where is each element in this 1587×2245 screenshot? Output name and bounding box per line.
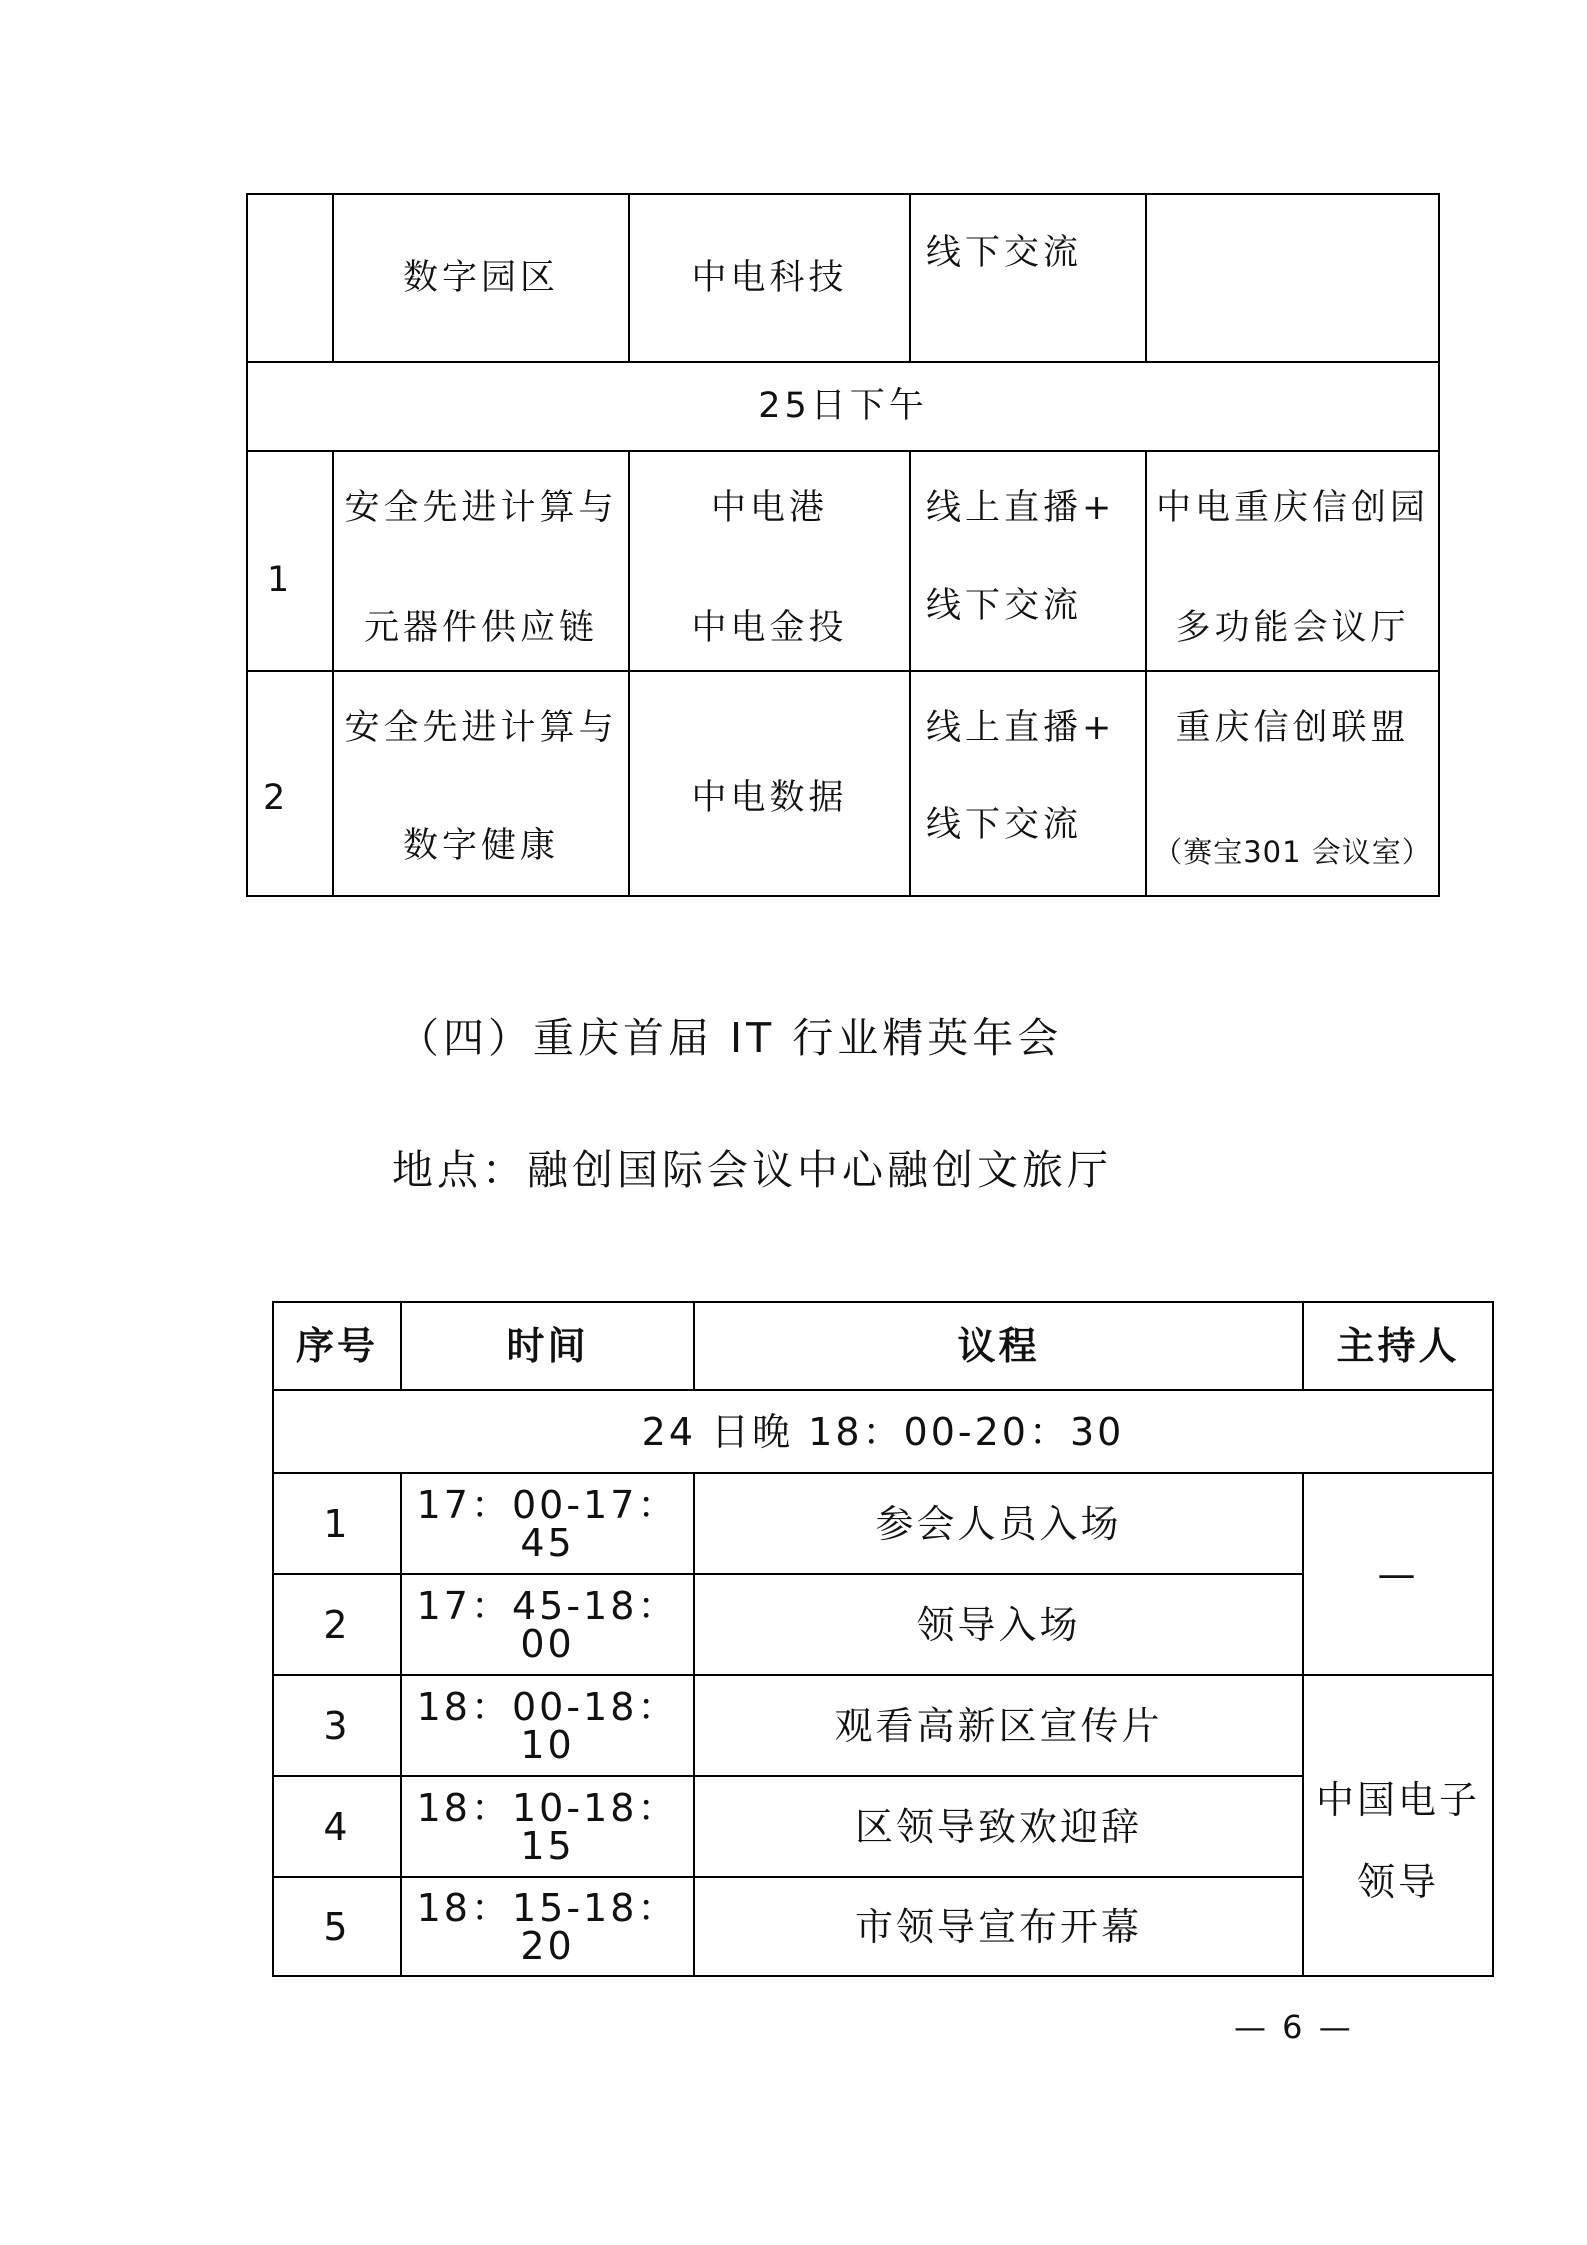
table1-mode-line1: 线上直播+ — [926, 488, 1116, 528]
page-number: — 6 — — [1234, 2008, 1354, 2046]
table1-venue-line2: 多功能会议厅 — [1175, 608, 1410, 648]
header-time: 时间 — [506, 1324, 589, 1368]
agenda-row-item: 观看高新区宣传片 — [834, 1703, 1163, 1748]
agenda-row-time: 17：00-17：45 — [416, 1482, 679, 1565]
table1-topic-line1: 安全先进计算与 — [344, 488, 618, 528]
table1-mode-line1: 线上直播+ — [926, 708, 1116, 748]
table1-mode-line2: 线下交流 — [926, 586, 1083, 626]
table1-row-number: 2 — [263, 778, 290, 818]
agenda-row-time: 18：10-18：15 — [416, 1785, 679, 1868]
table1-org-line1: 中电港 — [710, 488, 828, 528]
agenda-row-number: 5 — [323, 1904, 351, 1949]
table1-mode-line2: 线下交流 — [926, 805, 1083, 845]
table1-section-label: 25日下午 — [758, 386, 928, 426]
table1-topic-line2: 元器件供应链 — [363, 608, 598, 648]
section-location: 地点：融创国际会议中心融创文旅厅 — [392, 1146, 1112, 1194]
session-label: 24 日晚 18：00-20：30 — [641, 1409, 1125, 1454]
table1-org-line2: 中电金投 — [691, 608, 848, 648]
header-no: 序号 — [295, 1324, 378, 1368]
table1-venue-line1: 中电重庆信创园 — [1155, 488, 1429, 528]
agenda-row-time: 18：00-18：10 — [416, 1684, 679, 1767]
host-cell-group1: — — [1377, 1552, 1419, 1596]
agenda-row-number: 2 — [323, 1602, 351, 1647]
header-host: 主持人 — [1336, 1324, 1460, 1368]
agenda-row-number: 4 — [323, 1804, 351, 1849]
table1-row-number: 1 — [267, 560, 294, 600]
table1-org-line1: 中电数据 — [691, 778, 848, 818]
table1-topic-line2: 数字健康 — [402, 826, 559, 866]
agenda-row-time: 17：45-18：00 — [416, 1583, 679, 1666]
table1-venue-cell — [1147, 195, 1438, 361]
header-agenda: 议程 — [957, 1324, 1040, 1368]
table1-topic-line1: 安全先进计算与 — [344, 708, 618, 748]
host-cell-group2-line2: 领导 — [1356, 1860, 1439, 1904]
section-title: （四）重庆首届 IT 行业精英年会 — [398, 1014, 1063, 1062]
table1-org-cell: 中电科技 — [691, 257, 848, 298]
agenda-row-time: 18：15-18：20 — [416, 1885, 679, 1968]
agenda-row-number: 3 — [323, 1703, 351, 1748]
host-cell-group2-line1: 中国电子 — [1315, 1778, 1480, 1822]
agenda-row-item: 市领导宣布开幕 — [854, 1904, 1142, 1949]
agenda-row-item: 领导入场 — [916, 1602, 1081, 1647]
table1-topic-cell: 数字园区 — [402, 257, 559, 298]
agenda-row-item: 参会人员入场 — [875, 1501, 1122, 1546]
agenda-row-number: 1 — [323, 1501, 351, 1546]
agenda-row-item: 区领导致欢迎辞 — [854, 1804, 1142, 1849]
table1-mode-cell: 线下交流 — [926, 233, 1083, 273]
table1-venue-line1: 重庆信创联盟 — [1175, 708, 1410, 748]
table1-venue-line2: （赛宝301 会议室） — [1153, 835, 1432, 869]
